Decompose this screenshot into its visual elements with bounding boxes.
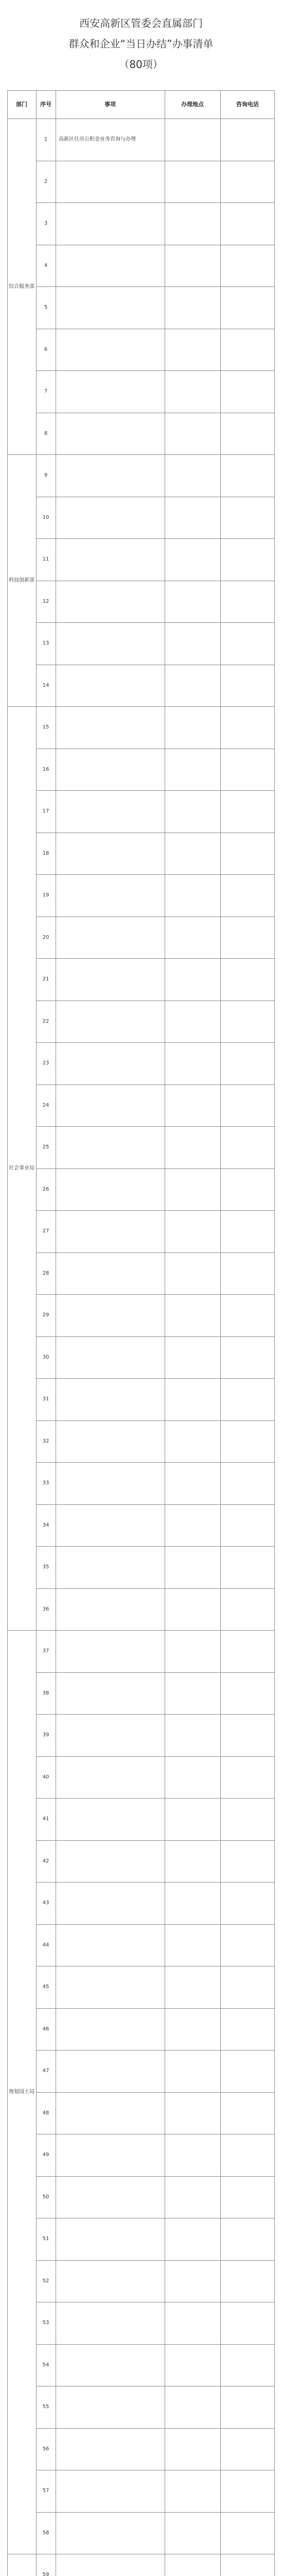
row-place [165, 1084, 220, 1127]
row-phone [220, 790, 275, 833]
row-item [56, 1798, 165, 1840]
row-item [56, 2092, 165, 2134]
row-phone [220, 2008, 275, 2050]
row-item [56, 958, 165, 1001]
title-line-1: 西安高新区管委会直属部门 [79, 17, 203, 29]
row-item [56, 1210, 165, 1252]
row-number: 34 [42, 1522, 49, 1528]
row-item [56, 749, 165, 791]
row-number: 10 [42, 514, 49, 520]
row-phone [220, 1924, 275, 1967]
row-phone [220, 1714, 275, 1756]
row-item [56, 329, 165, 371]
row-phone [220, 1126, 275, 1168]
row-item [56, 1126, 165, 1168]
row-phone [220, 370, 275, 413]
row-item: 高新区住房公积金业务咨询与办理 [59, 137, 136, 143]
row-phone [220, 2134, 275, 2176]
row-item [56, 161, 165, 203]
row-item [56, 2176, 165, 2218]
row-phone [220, 1210, 275, 1252]
row-phone [220, 958, 275, 1001]
row-number: 23 [42, 1060, 49, 1066]
row-place [165, 2050, 220, 2092]
row-number: 5 [44, 304, 48, 311]
row-number: 30 [42, 1354, 49, 1360]
row-number: 59 [42, 2572, 49, 2576]
row-item [56, 1630, 165, 1672]
row-number: 27 [42, 1228, 49, 1234]
row-item [56, 413, 165, 455]
row-place [165, 581, 220, 623]
title-line-2: 群众和企业“当日办结”办事清单 [68, 38, 214, 50]
row-place [165, 1336, 220, 1379]
row-number: 49 [42, 2152, 49, 2158]
row-item [56, 1084, 165, 1127]
row-place [165, 497, 220, 539]
service-list-table [7, 90, 275, 2576]
row-number: 25 [42, 1144, 49, 1150]
row-number: 28 [42, 1270, 49, 1276]
row-item [56, 2344, 165, 2386]
row-item [56, 1378, 165, 1420]
row-place [165, 2218, 220, 2260]
row-place [165, 1588, 220, 1631]
row-number: 4 [44, 262, 48, 268]
row-item [56, 1001, 165, 1043]
row-phone [220, 2176, 275, 2218]
row-phone [220, 1042, 275, 1084]
row-number: 58 [42, 2530, 49, 2536]
row-place [165, 622, 220, 665]
row-phone [220, 538, 275, 581]
row-item [56, 2134, 165, 2176]
row-number: 37 [42, 1648, 49, 1654]
row-place [165, 917, 220, 959]
row-phone [220, 2344, 275, 2386]
row-place [165, 202, 220, 245]
row-phone [220, 1630, 275, 1672]
row-phone [220, 2554, 275, 2576]
row-place [165, 413, 220, 455]
department-label [7, 2554, 36, 2576]
row-phone [220, 497, 275, 539]
row-phone [220, 1462, 275, 1504]
row-number: 32 [42, 1438, 49, 1444]
department-label: 综合服务部 [9, 283, 34, 290]
row-item [56, 538, 165, 581]
row-place [165, 706, 220, 749]
row-number: 14 [42, 682, 49, 688]
row-item [56, 1714, 165, 1756]
row-number: 3 [44, 221, 48, 227]
row-phone [220, 2218, 275, 2260]
header-cell: 办理地点 [181, 101, 204, 108]
row-item [56, 1840, 165, 1883]
row-phone [220, 1378, 275, 1420]
row-item [56, 1672, 165, 1715]
row-item [56, 1420, 165, 1463]
row-phone [220, 1084, 275, 1127]
row-phone [220, 2428, 275, 2470]
row-number: 19 [42, 892, 49, 899]
row-number: 41 [42, 1816, 49, 1822]
row-number: 2 [44, 178, 48, 184]
row-place [165, 538, 220, 581]
row-place [165, 1504, 220, 1547]
row-phone [220, 2386, 275, 2428]
row-number: 7 [44, 388, 48, 395]
row-place [165, 1378, 220, 1420]
row-item [56, 1168, 165, 1211]
title-line-3: （80项） [119, 58, 163, 71]
row-place [165, 1714, 220, 1756]
row-item [56, 2302, 165, 2344]
row-item [56, 622, 165, 665]
row-place [165, 2512, 220, 2554]
row-phone [220, 286, 275, 329]
row-item [56, 2050, 165, 2092]
row-phone [220, 2050, 275, 2092]
row-phone [220, 1882, 275, 1924]
row-item [56, 1042, 165, 1084]
row-number: 36 [42, 1606, 49, 1612]
row-place [165, 286, 220, 329]
row-item [56, 833, 165, 875]
row-number: 1 [44, 137, 48, 143]
row-item [56, 286, 165, 329]
header-cell: 序号 [40, 101, 51, 108]
row-phone [220, 413, 275, 455]
row-item [56, 706, 165, 749]
row-place [165, 161, 220, 203]
row-item [56, 874, 165, 917]
row-place [165, 833, 220, 875]
row-place [165, 790, 220, 833]
row-item [56, 2386, 165, 2428]
row-place [165, 1462, 220, 1504]
row-number: 16 [42, 766, 49, 772]
row-phone [220, 454, 275, 497]
row-item [56, 454, 165, 497]
row-place [165, 329, 220, 371]
row-phone [220, 749, 275, 791]
row-number: 13 [42, 640, 49, 647]
row-number: 21 [42, 976, 49, 982]
row-number: 38 [42, 1690, 49, 1696]
row-phone [220, 622, 275, 665]
row-place [165, 1630, 220, 1672]
row-item [56, 2470, 165, 2512]
row-item [56, 917, 165, 959]
row-number: 22 [42, 1018, 49, 1024]
row-place [165, 749, 220, 791]
row-number: 24 [42, 1102, 49, 1108]
row-place [165, 2554, 220, 2576]
row-number: 56 [42, 2446, 49, 2452]
row-phone [220, 917, 275, 959]
row-number: 6 [44, 346, 48, 352]
row-place [165, 874, 220, 917]
row-number: 9 [44, 472, 48, 479]
row-number: 12 [42, 598, 49, 604]
row-place [165, 1882, 220, 1924]
header-cell: 部门 [16, 101, 27, 108]
row-phone [220, 665, 275, 707]
row-phone [220, 706, 275, 749]
row-phone [220, 202, 275, 245]
row-place [165, 1126, 220, 1168]
row-place [165, 2428, 220, 2470]
row-place [165, 665, 220, 707]
row-phone [220, 1798, 275, 1840]
row-phone [220, 245, 275, 287]
row-phone [220, 833, 275, 875]
department-label: 规划国土局 [9, 2089, 34, 2095]
row-number: 29 [42, 1312, 49, 1318]
row-number: 8 [44, 430, 48, 436]
department-label: 科技创新部 [9, 578, 34, 583]
row-number: 47 [42, 2068, 49, 2074]
row-place [165, 1252, 220, 1295]
row-place [165, 1924, 220, 1967]
row-number: 45 [42, 1984, 49, 1990]
row-place [165, 1546, 220, 1588]
row-item [56, 1882, 165, 1924]
row-item [56, 1546, 165, 1588]
row-number: 44 [42, 1942, 49, 1948]
row-number: 51 [42, 2236, 49, 2242]
row-phone [220, 1672, 275, 1715]
row-item [56, 1252, 165, 1295]
row-number: 52 [42, 2278, 49, 2284]
row-number: 20 [42, 934, 49, 940]
row-place [165, 1672, 220, 1715]
row-number: 42 [42, 1858, 49, 1864]
row-item [56, 1924, 165, 1967]
row-item [56, 370, 165, 413]
row-item [56, 1504, 165, 1547]
row-place [165, 1001, 220, 1043]
row-item [56, 2554, 165, 2576]
row-place [165, 1798, 220, 1840]
row-phone [220, 1966, 275, 2008]
row-place [165, 118, 220, 161]
row-number: 15 [42, 724, 49, 731]
row-phone [220, 1336, 275, 1379]
row-number: 40 [42, 1774, 49, 1780]
row-place [165, 1042, 220, 1084]
row-phone [220, 2092, 275, 2134]
row-place [165, 1756, 220, 1799]
row-item [56, 1756, 165, 1799]
row-number: 11 [42, 556, 49, 563]
row-item [56, 202, 165, 245]
row-item [56, 1294, 165, 1336]
row-item [56, 245, 165, 287]
row-number: 18 [42, 850, 49, 856]
row-place [165, 1420, 220, 1463]
row-item [56, 1588, 165, 1631]
row-place [165, 2386, 220, 2428]
row-item [56, 581, 165, 623]
row-number: 26 [42, 1186, 49, 1192]
row-number: 54 [42, 2362, 49, 2368]
row-number: 17 [42, 808, 49, 815]
row-phone [220, 1168, 275, 1211]
row-phone [220, 1588, 275, 1631]
row-number: 50 [42, 2194, 49, 2200]
row-item [56, 497, 165, 539]
row-phone [220, 1252, 275, 1295]
row-place [165, 2344, 220, 2386]
row-phone [220, 1756, 275, 1799]
row-item [56, 2260, 165, 2302]
header-cell: 事项 [104, 101, 116, 108]
row-phone [220, 2260, 275, 2302]
department-label: 社会事业局 [9, 1165, 34, 1171]
row-item [56, 2512, 165, 2554]
row-place [165, 245, 220, 287]
row-place [165, 2092, 220, 2134]
row-place [165, 2470, 220, 2512]
row-phone [220, 2470, 275, 2512]
row-phone [220, 2512, 275, 2554]
row-place [165, 370, 220, 413]
row-number: 46 [42, 2026, 49, 2032]
row-number: 31 [42, 1396, 49, 1402]
row-item [56, 1966, 165, 2008]
row-number: 33 [42, 1480, 49, 1486]
row-phone [220, 118, 275, 161]
row-phone [220, 1840, 275, 1883]
row-item [56, 2008, 165, 2050]
row-item [56, 2218, 165, 2260]
row-place [165, 1294, 220, 1336]
row-place [165, 958, 220, 1001]
row-number: 43 [42, 1900, 49, 1906]
row-number: 39 [42, 1732, 49, 1738]
row-phone [220, 1001, 275, 1043]
row-number: 53 [42, 2320, 49, 2326]
row-number: 48 [42, 2110, 49, 2116]
row-phone [220, 1504, 275, 1547]
header-cell: 咨询电话 [236, 101, 259, 108]
row-number: 57 [42, 2488, 49, 2494]
row-place [165, 1210, 220, 1252]
row-item [56, 790, 165, 833]
row-item [56, 1336, 165, 1379]
row-place [165, 1966, 220, 2008]
row-number: 55 [42, 2404, 49, 2410]
row-phone [220, 1294, 275, 1336]
row-phone [220, 2302, 275, 2344]
row-phone [220, 1420, 275, 1463]
row-item [56, 2428, 165, 2470]
row-place [165, 2260, 220, 2302]
row-phone [220, 581, 275, 623]
row-place [165, 2134, 220, 2176]
row-place [165, 1840, 220, 1883]
row-place [165, 2008, 220, 2050]
row-place [165, 1168, 220, 1211]
row-phone [220, 329, 275, 371]
row-place [165, 2302, 220, 2344]
row-place [165, 454, 220, 497]
row-place [165, 2176, 220, 2218]
row-item [56, 665, 165, 707]
row-item [56, 1462, 165, 1504]
row-phone [220, 1546, 275, 1588]
row-number: 35 [42, 1564, 49, 1570]
row-phone [220, 161, 275, 203]
row-phone [220, 874, 275, 917]
